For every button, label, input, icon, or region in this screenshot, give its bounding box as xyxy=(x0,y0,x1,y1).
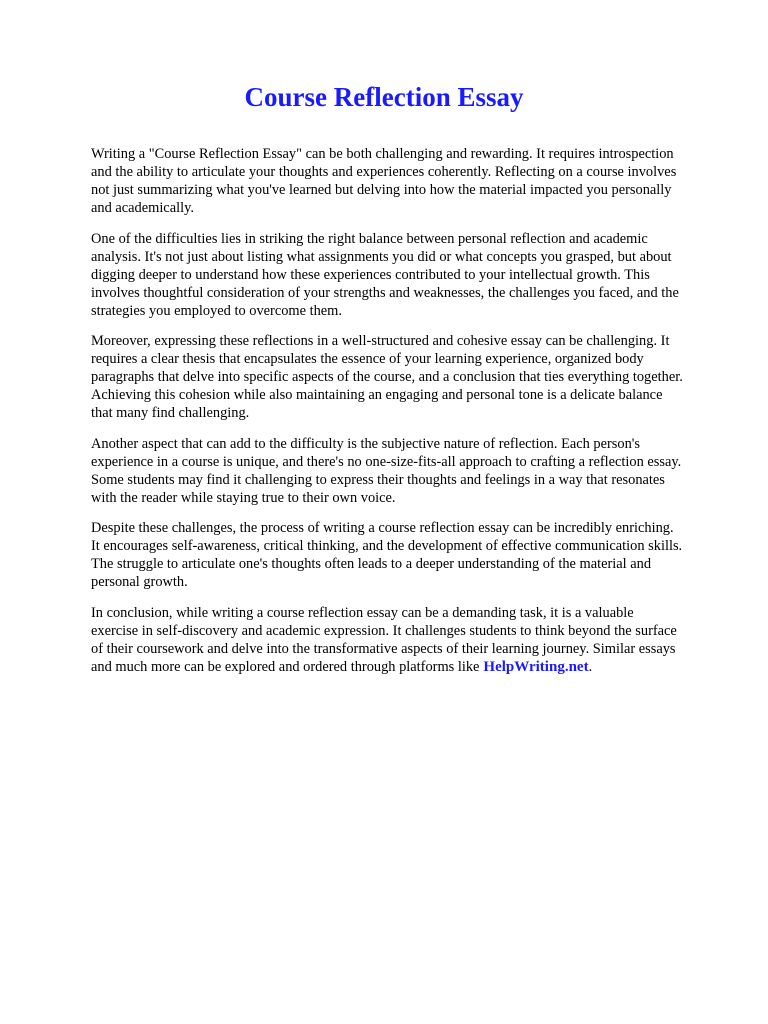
paragraph-4: Another aspect that can add to the difficulty is the subjective nature of reflection. Each person's experience in a course is unique, and there's no one-size-fits-all approach to crafting a reflection essay. Some students may find it challenging to express their thoughts and feelings in a way that resonates with the reader while staying true to their own voice. xyxy=(91,435,682,506)
paragraph-5: Despite these challenges, the process of writing a course reflection essay can be incredibly enriching. It encourages self-awareness, critical thinking, and the development of effective communication skills. The struggle to articulate one's thoughts often leads to a deeper understanding of the material and personal growth. xyxy=(91,520,683,590)
paragraph-2: One of the difficulties lies in striking the right balance between personal reflection and academic analysis. It's not just about listing what assignments you did or what concepts you grasped, but about digging deeper to understand how these experiences contributed to your intellectual growth. This involves thoughtful consideration of your strengths and weaknesses, the challenges you faced, and the strategies you employed to overcome them. xyxy=(91,230,679,319)
page-title: Course Reflection Essay xyxy=(244,82,524,112)
helpwriting-link[interactable]: HelpWriting.net xyxy=(483,658,589,675)
paragraph-1: Writing a "Course Reflection Essay" can be both challenging and rewarding. It requires introspection and the ability to articulate your thoughts and experiences coherently. Reflecting on a course involves not just summarizing what you've learned but delving into how the material impacted you personally and academically. xyxy=(91,146,677,216)
conclusion-text: In conclusion, while writing a course reflection essay can be a demanding task, it is a valuable exercise in self-discovery and academic expression. It challenges students to think beyond the surface of their coursework and delve into the transformative aspects of their learning journey. Similar essays and much more can be explored and ordered through platforms like xyxy=(91,604,677,675)
conclusion-period: . xyxy=(588,658,593,675)
paragraph-3: Moreover, expressing these reflections in a well-structured and cohesive essay can be challenging. It requires a clear thesis that encapsulates the essence of your learning experience, organized body paragraphs that delve into specific aspects of the course, and a conclusion that ties everything together. Achieving this cohesion while also maintaining an engaging and personal tone is a delicate balance that many find challenging. xyxy=(91,333,683,421)
conclusion-paragraph xyxy=(91,604,683,676)
essay-body xyxy=(91,145,683,688)
